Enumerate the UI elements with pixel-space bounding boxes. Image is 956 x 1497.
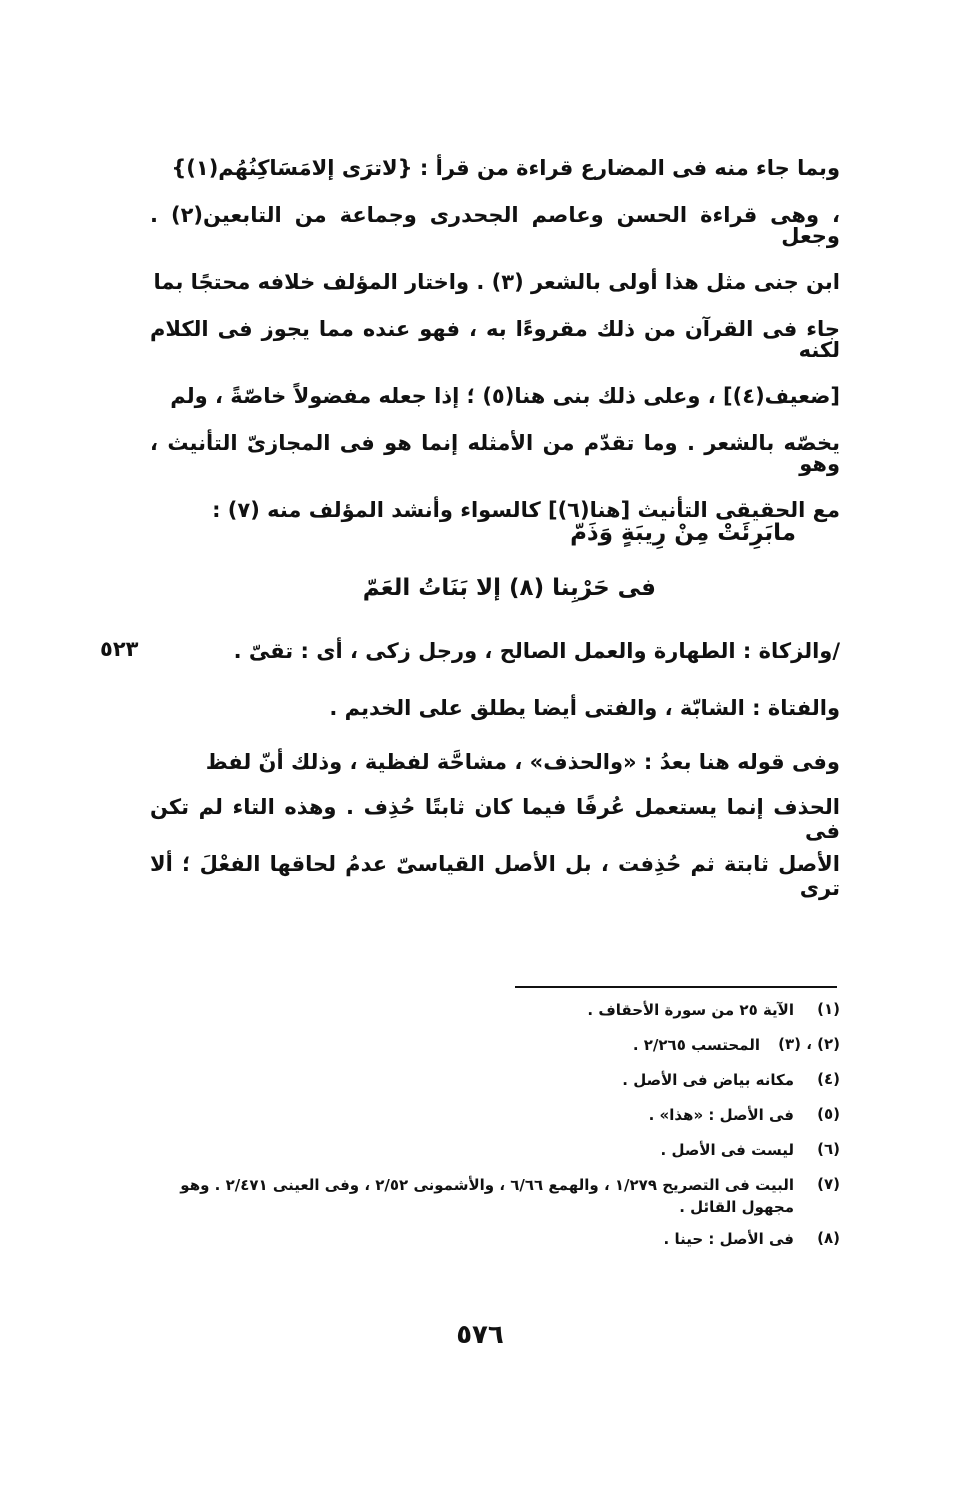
- commentary-line-3: الأصل ثابتة ثم حُذِفت ، بل الأصل القياسىّ عدمُ لحاقها الفعْلَ ؛ ألا ترى: [150, 851, 840, 900]
- footnote-item: [150, 1105, 840, 1140]
- footnote-text: مكانه بياض فى الأصل .: [622, 1071, 794, 1089]
- footnote-text: فى الأصل : حينا .: [663, 1230, 794, 1248]
- footnote-item: [150, 1229, 840, 1264]
- footnote-item: [150, 1000, 840, 1035]
- text-line-4: جاء فى القرآن من ذلك مقروءًا به ، فهو عنده مما يجوز فى الكلام لكنه: [150, 316, 840, 362]
- footnote-item: [150, 1140, 840, 1175]
- footnote-number: (٢) ، (٣): [778, 1035, 840, 1053]
- page-number: ٥٧٦: [456, 1320, 504, 1350]
- definition-line-1: /والزكاة : الطهارة والعمل الصالح ، ورجل زكى ، أى : تقىّ .: [233, 638, 840, 663]
- footnote-text: البيت فى التصريح ١/٢٧٩ ، والهمع ٦/٦٦ ، والأشمونى ٢/٥٢ ، وفى العينى ٢/٤٧١ . وهو مجهول القائل .: [180, 1176, 794, 1216]
- text-line: [150, 679, 840, 736]
- main-paragraph: [150, 140, 840, 539]
- commentary-line-2: الحذف إنما يستعمل عُرفًا فيما كان ثابتًا حُذِف . وهذه التاء لم تكن فى: [150, 794, 840, 843]
- footnote-text: الآية ٢٥ من سورة الأحقاف .: [587, 1001, 794, 1019]
- text-line: [150, 197, 840, 254]
- text-line-7: مع الحقيقى التأنيث [هنا(٦)] كالسواء وأنشد المؤلف منه (٧) :: [212, 498, 840, 522]
- footnote-text: المحتسب ٢/٢٦٥ .: [632, 1036, 760, 1054]
- footnote-item: [150, 1035, 840, 1070]
- footnote-text: فى الأصل : «هذا» .: [648, 1106, 794, 1124]
- text-line: [150, 733, 840, 790]
- commentary-paragraph: [150, 733, 840, 904]
- footnote-item: [150, 1175, 840, 1229]
- text-line: [150, 311, 840, 368]
- footnote-number: (٨): [817, 1229, 840, 1247]
- text-line-1: وبما جاء منه فى المضارع قراءة من قرأ : {لاترَى إلامَسَاكِنُهُم(١)}: [171, 156, 840, 180]
- poetry-verse-1: مابَرِئَتْ مِنْ رِيبَةٍ وَذَمّ: [570, 520, 796, 546]
- text-line: [150, 254, 840, 311]
- poetry-verse-2: فى حَرْبِنا (٨) إلا بَنَاتُ العَمّ: [362, 575, 656, 601]
- text-line: [150, 425, 840, 482]
- footnote-text: ليست فى الأصل .: [660, 1141, 794, 1159]
- definition-paragraph: [150, 622, 840, 736]
- footnote-number: (٥): [817, 1105, 840, 1123]
- footnote-number: (٦): [817, 1140, 840, 1158]
- footnotes: [150, 1000, 840, 1264]
- text-line-5: [ضعيف(٤)] ، وعلى ذلك بنى هنا(٥) ؛ إذا جعله مفضولاً خاصّةً ، ولم: [170, 384, 840, 408]
- footnote-divider: [515, 986, 837, 988]
- footnote-number: (٤): [817, 1070, 840, 1088]
- footnote-item: [150, 1070, 840, 1105]
- text-line: [150, 847, 840, 904]
- commentary-line-1: وفى قوله هنا بعدُ : «والحذف» ، مشاحَّة لفظية ، وذلك أنّ لفظ: [205, 749, 840, 774]
- footnote-number: (١): [817, 1000, 840, 1018]
- text-line-6: يخصّه بالشعر . وما تقدّم من الأمثله إنما هو فى المجازىّ التأنيث ، وهو: [150, 430, 840, 476]
- text-line: [150, 368, 840, 425]
- text-line: [150, 790, 840, 847]
- footnote-number: (٧): [817, 1175, 840, 1193]
- margin-page-marker: ٥٢٣: [100, 637, 139, 661]
- text-line: [150, 140, 840, 197]
- text-line-3: ابن جنى مثل هذا أولى بالشعر (٣) . واختار المؤلف خلافه محتجًا بما: [153, 270, 840, 294]
- text-line-2: ، وهى قراءة الحسن وعاصم الجحدرى وجماعة من التابعين(٢) . وجعل: [150, 202, 840, 248]
- text-line: [150, 622, 840, 679]
- definition-line-2: والفتاة : الشابّة ، والفتى أيضا يطلق على الخديم .: [329, 695, 840, 720]
